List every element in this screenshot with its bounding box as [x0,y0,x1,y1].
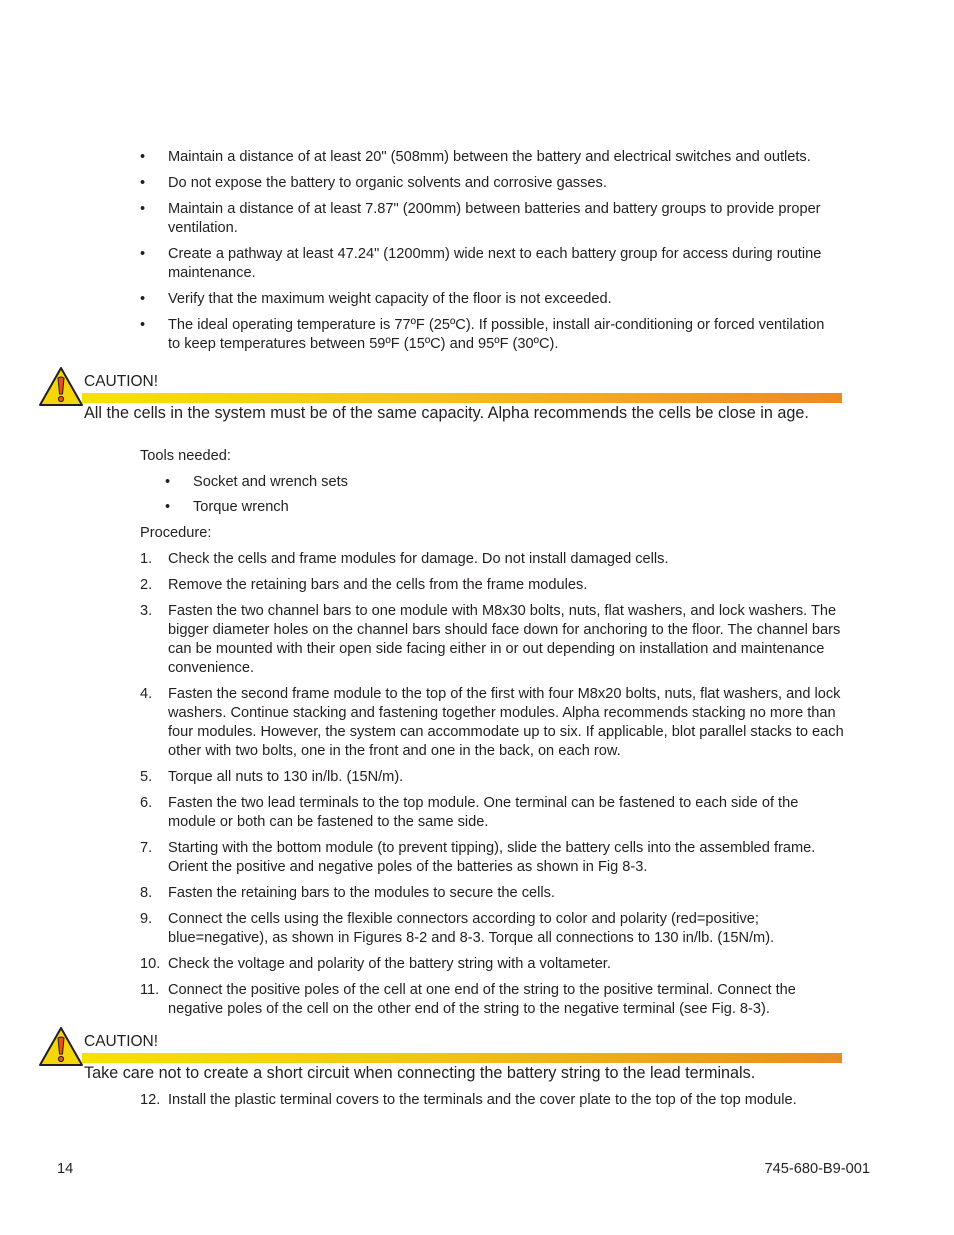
bullet: • [165,474,171,490]
step-number: 1. [140,551,153,567]
list-item [140,200,840,238]
step-number: 2. [140,577,153,593]
guidelines-list [140,148,840,361]
caution-text: All the cells in the system must be of the same capacity. Alpha recommends the cells be close in age. [84,404,809,422]
tool-text: Socket and wrench sets [193,474,348,490]
bullet: • [140,175,146,191]
step-number: 6. [140,795,153,811]
list-item [140,839,846,877]
list-item [140,602,846,678]
warning-icon [38,366,84,408]
step-text: Check the voltage and polarity of the battery string with a voltameter. [168,956,611,972]
step-text: Starting with the bottom module (to prevent tipping), slide the battery cells into the assembled frame. Orient the positive and negative poles of the batteries as shown in Fig 8-3. [168,840,816,875]
list-item [140,174,840,193]
procedure-heading: Procedure: [140,525,212,541]
step-text: Fasten the second frame module to the top of the first with four M8x20 bolts, nuts, flat washers, and lock washers. Continue stacking and fastening together modules. Alpha recommends stacking no more than four modules. However, the system can accommodate up to six. If applicable, blot parallel stacks to each other with two bolts, one in the front and one in the back, on each row. [168,686,844,759]
tools-list [165,473,348,523]
caution-bar [82,1053,842,1063]
step-text: Remove the retaining bars and the cells from the frame modules. [168,577,588,593]
step-text: Connect the positive poles of the cell at one end of the string to the positive terminal. Connect the negative poles of the cell on the other end of the string to the negative terminal (see Fig. 8-3). [168,982,796,1017]
step-text: Connect the cells using the flexible connectors according to color and polarity (red=positive; blue=negative), as shown in Figures 8-2 and 8-3. Torque all connections to 130 in/lb. (15N/m). [168,911,775,946]
bullet: • [165,499,171,515]
list-item [165,473,348,492]
warning-icon [38,1026,84,1068]
list-item [140,1091,846,1110]
step-number: 11. [140,982,160,998]
list-item [140,245,840,283]
procedure-list [140,550,846,1026]
caution-text: Take care not to create a short circuit when connecting the battery string to the lead terminals. [84,1064,756,1082]
list-item [140,981,846,1019]
step-number: 8. [140,885,153,901]
list-item [140,884,846,903]
bullet: • [140,246,146,262]
tool-text: Torque wrench [193,499,289,515]
list-item [140,685,846,761]
list-item [140,576,846,595]
step-number: 7. [140,840,153,856]
step-text: Fasten the retaining bars to the modules to secure the cells. [168,885,555,901]
step-number: 5. [140,769,153,785]
step-text: Install the plastic terminal covers to the terminals and the cover plate to the top of the top module. [168,1092,797,1108]
caution-title: CAUTION! [84,373,159,390]
step-text: Fasten the two lead terminals to the top module. One terminal can be fastened to each side of the module or both can be fastened to the same side. [168,795,799,830]
bullet: • [140,291,146,307]
step-number: 10. [140,956,161,972]
list-item [140,768,846,787]
bullet: • [140,317,146,333]
step-text: Check the cells and frame modules for damage. Do not install damaged cells. [168,551,669,567]
guideline-text: Do not expose the battery to organic solvents and corrosive gasses. [168,175,607,191]
step-number: 3. [140,603,153,619]
list-item [140,955,846,974]
step-text: Fasten the two channel bars to one module with M8x30 bolts, nuts, flat washers, and lock washers. The bigger diameter holes on the channel bars should face down for anchoring to the floor. The channel bars can be mounted with their open side facing either in or out depending on installation and maintenance convenience. [168,603,841,676]
step-number: 9. [140,911,153,927]
step-text: Torque all nuts to 130 in/lb. (15N/m). [168,769,404,785]
guideline-text: Maintain a distance of at least 20" (508mm) between the battery and electrical switches and outlets. [168,149,811,165]
list-item [140,290,840,309]
guideline-text: The ideal operating temperature is 77ºF (25ºC). If possible, install air-conditioning or forced ventilation to keep temperatures between 59ºF (15ºC) and 95ºF (30ºC). [168,317,825,352]
bullet: • [140,149,146,165]
caution-title: CAUTION! [84,1033,159,1050]
list-item [140,550,846,569]
guideline-text: Maintain a distance of at least 7.87" (200mm) between batteries and battery groups to provide proper ventilation. [168,201,821,236]
bullet: • [140,201,146,217]
tools-heading: Tools needed: [140,448,231,464]
list-item [140,910,846,948]
guideline-text: Create a pathway at least 47.24" (1200mm) wide next to each battery group for access during routine maintenance. [168,246,822,281]
page-number: 14 [57,1161,74,1177]
step-number: 12. [140,1092,161,1108]
list-item [140,148,840,167]
document-number: 745-680-B9-001 [764,1161,870,1177]
procedure-list-continued [140,1091,846,1117]
list-item [165,498,348,517]
list-item [140,794,846,832]
guideline-text: Verify that the maximum weight capacity of the floor is not exceeded. [168,291,612,307]
caution-bar [82,393,842,403]
step-number: 4. [140,686,153,702]
list-item [140,316,840,354]
